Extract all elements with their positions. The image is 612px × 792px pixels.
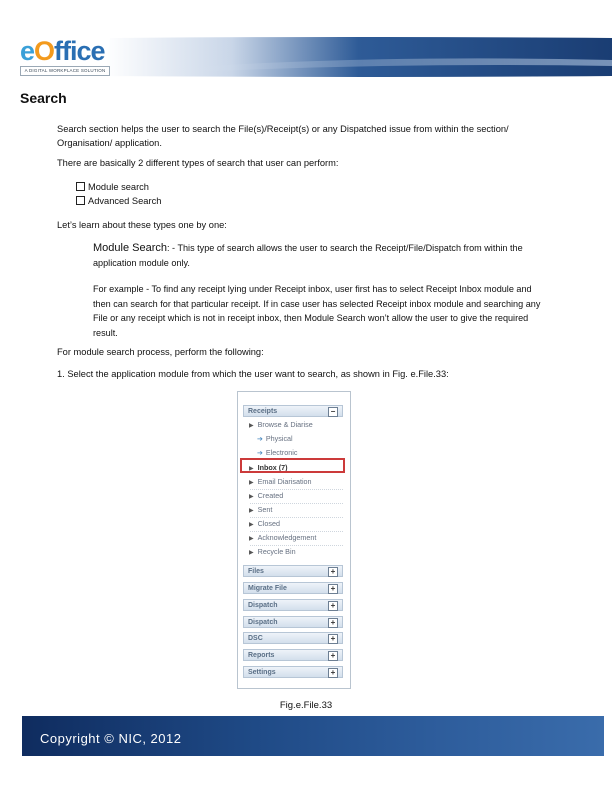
- types-intro: There are basically 2 different types of search that user can perform:: [57, 158, 339, 168]
- expand-icon[interactable]: +: [328, 618, 338, 628]
- bullet-text: Advanced Search: [88, 196, 162, 206]
- menu-header-label: Settings: [248, 669, 276, 676]
- logo-letter-o: O: [34, 36, 55, 66]
- menu-item-acknowledgement[interactable]: [249, 533, 316, 544]
- eoffice-logo: [20, 36, 112, 76]
- example-line-4: result.: [93, 327, 118, 338]
- menu-item-label: Electronic: [265, 448, 298, 457]
- menu-item-label: Created: [257, 491, 284, 500]
- menu-header-label: Reports: [248, 652, 275, 659]
- menu-header-label: Receipts: [248, 408, 278, 415]
- caret-right-icon: ▶: [249, 522, 254, 528]
- logo-letter-e: e: [20, 36, 35, 66]
- example-paragraph: [93, 282, 540, 340]
- menu-header-label: Dispatch: [248, 619, 278, 626]
- menu-item-label: Physical: [265, 434, 293, 443]
- menu-dsc-header[interactable]: [243, 632, 343, 644]
- checkbox-bullet-icon: [76, 182, 85, 191]
- expand-icon[interactable]: +: [328, 668, 338, 678]
- process-intro: For module search process, perform the following:: [57, 347, 264, 357]
- caret-right-icon: ▶: [249, 550, 254, 556]
- menu-divider: [250, 517, 343, 518]
- learn-line: Let’s learn about these types one by one:: [57, 220, 227, 230]
- expand-icon[interactable]: +: [328, 634, 338, 644]
- intro-line-2: Organisation/ application.: [57, 138, 162, 148]
- menu-item-closed[interactable]: [249, 519, 280, 530]
- menu-item-sent[interactable]: [249, 505, 272, 516]
- example-line-2: then can search for that particular receipt. If in case user has selected Receipt inbox module and searching any: [93, 298, 541, 309]
- example-line-3: File or any receipt which is not in receipt inbox, then Module Search won’t allow the user to give the required: [93, 313, 529, 323]
- module-menu-panel: [237, 391, 351, 689]
- menu-header-label: Migrate File: [248, 585, 287, 592]
- module-search-heading: Module Search: [93, 242, 167, 254]
- menu-item-label: Acknowledgement: [257, 533, 317, 542]
- bullet-module-search: [76, 180, 149, 194]
- menu-settings-header[interactable]: [243, 666, 343, 678]
- expand-icon[interactable]: +: [328, 601, 338, 611]
- menu-divider: [250, 503, 343, 504]
- step-1: 1. Select the application module from which the user want to search, as shown in Fig. e.File.33:: [57, 369, 449, 379]
- menu-item-created[interactable]: [249, 491, 283, 502]
- menu-item-label: Email Diarisation: [257, 477, 312, 486]
- menu-reports-header[interactable]: [243, 649, 343, 661]
- caret-right-icon: ▶: [249, 480, 254, 486]
- module-search-paragraph: [93, 241, 593, 270]
- caret-right-icon: ▶: [249, 508, 254, 514]
- menu-files-header[interactable]: [243, 565, 343, 577]
- logo-text: ffice: [54, 36, 105, 66]
- menu-item-label: Sent: [257, 505, 273, 514]
- figure-caption: Fig.e.File.33: [279, 700, 333, 711]
- menu-dispatch-header[interactable]: [243, 599, 343, 611]
- example-line-1: For example - To find any receipt lying under Receipt inbox, user first has to select Receipt Inbox module and: [93, 284, 532, 294]
- arrow-right-icon: ➔: [257, 450, 263, 457]
- bullet-text: Module search: [88, 182, 149, 192]
- menu-divider: [250, 531, 343, 532]
- menu-item-browse[interactable]: [249, 420, 313, 431]
- menu-item-label: Browse & Diarise: [257, 420, 313, 429]
- menu-item-recycle-bin[interactable]: [249, 547, 296, 558]
- menu-item-label: Closed: [257, 519, 280, 528]
- arrow-right-icon: ➔: [257, 436, 263, 443]
- intro-line-1: Search section helps the user to search the File(s)/Receipt(s) or any Dispatched issue from within the section/: [57, 124, 509, 134]
- intro-paragraph: [57, 122, 509, 150]
- module-search-text-2: application module only.: [93, 257, 190, 268]
- menu-dispatch-header-2[interactable]: [243, 616, 343, 628]
- expand-icon[interactable]: +: [328, 584, 338, 594]
- checkbox-bullet-icon: [76, 196, 85, 205]
- expand-icon[interactable]: +: [328, 651, 338, 661]
- caret-right-icon: ▶: [249, 494, 254, 500]
- footer-copyright: Copyright © NIC, 2012: [40, 731, 182, 746]
- menu-receipts-header[interactable]: [243, 405, 343, 417]
- bullet-advanced-search: [76, 194, 161, 208]
- menu-item-label: Recycle Bin: [257, 547, 296, 556]
- menu-item-email[interactable]: [249, 477, 312, 488]
- menu-subitem-physical[interactable]: [257, 434, 293, 445]
- caret-right-icon: ▶: [249, 536, 254, 542]
- collapse-icon[interactable]: −: [328, 407, 338, 417]
- menu-divider: [250, 545, 343, 546]
- menu-header-label: Dispatch: [248, 602, 278, 609]
- menu-header-label: Files: [248, 568, 264, 575]
- expand-icon[interactable]: +: [328, 567, 338, 577]
- menu-header-label: DSC: [248, 635, 263, 642]
- menu-migrate-file-header[interactable]: [243, 582, 343, 594]
- logo-tagline: A DIGITAL WORKPLACE SOLUTION: [20, 66, 110, 76]
- menu-divider: [250, 489, 343, 490]
- caret-right-icon: ▶: [249, 423, 254, 429]
- module-search-text: : - This type of search allows the user to search the Receipt/File/Dispatch from within the: [167, 243, 523, 253]
- menu-item-label: Inbox (7): [257, 463, 288, 472]
- inbox-highlight-box: [240, 458, 345, 473]
- section-title: Search: [20, 90, 67, 106]
- caret-right-icon: ▶: [249, 466, 254, 472]
